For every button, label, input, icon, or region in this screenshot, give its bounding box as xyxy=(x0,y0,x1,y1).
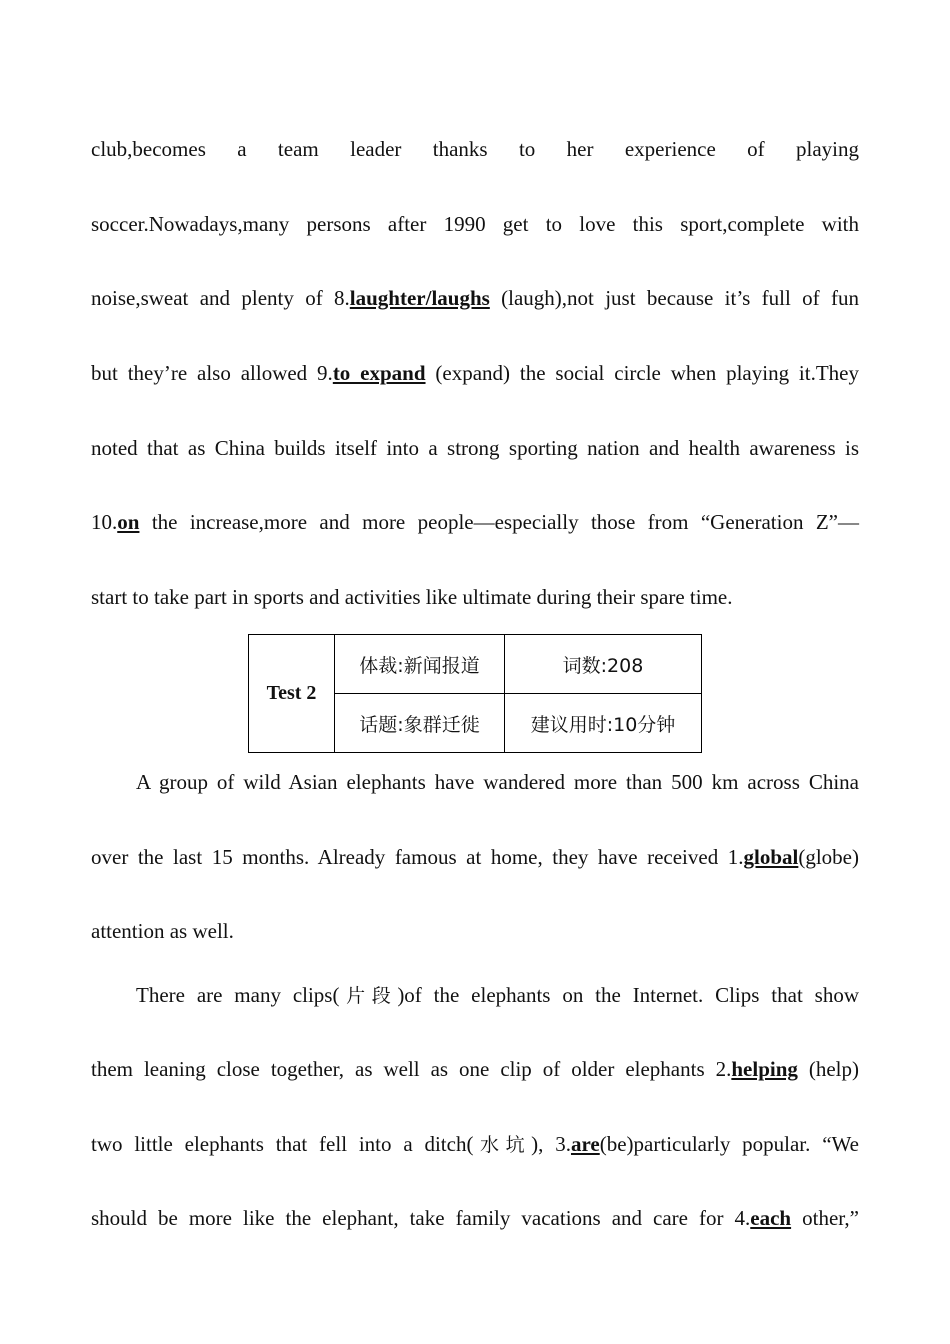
passage2-line-7 xyxy=(91,1203,859,1233)
text-segment: over the last 15 months. Already famous at home, they have received 1. xyxy=(91,845,744,869)
passage1-line-4 xyxy=(91,358,859,388)
text-segment: (globe) xyxy=(798,845,859,869)
passage2-line-3: attention as well. xyxy=(91,919,234,943)
word-count-cell: 词数:208 xyxy=(505,635,702,694)
topic-cell: 话题:象群迁徙 xyxy=(335,694,505,753)
text-segment: them leaning close together, as well as one clip of older elephants 2. xyxy=(91,1057,732,1081)
text-segment: but they’re also allowed 9. xyxy=(91,361,333,385)
text-segment: There are many clips( xyxy=(136,983,340,1007)
text-segment: 10. xyxy=(91,510,118,534)
passage1-line-2: soccer.Nowadays,many persons after 1990 get to love this sport,complete with xyxy=(91,212,859,236)
answer-4: each xyxy=(750,1206,792,1230)
passage1-line-7: start to take part in sports and activities like ultimate during their spare time. xyxy=(91,585,733,609)
cjk-gloss: 水坑 xyxy=(473,1134,532,1156)
passage1-line-3 xyxy=(91,283,859,313)
cjk-gloss: 片段 xyxy=(339,985,398,1007)
answer-2: helping xyxy=(731,1057,798,1081)
test-label: Test 2 xyxy=(249,635,335,753)
time-cell: 建议用时:10分钟 xyxy=(505,694,702,753)
text-segment: )of the elephants on the Internet. Clips that show xyxy=(397,983,859,1007)
text-segment: (be)particularly popular. “We xyxy=(599,1132,859,1156)
genre-cell: 体裁:新闻报道 xyxy=(335,635,505,694)
answer-8: laughter/laughs xyxy=(349,286,490,310)
text-segment: (expand) the social circle when playing it.They xyxy=(425,361,859,385)
answer-10: on xyxy=(117,510,140,534)
test-info-table xyxy=(248,634,702,753)
answer-9: to expand xyxy=(332,361,426,385)
text-segment: ), 3. xyxy=(531,1132,571,1156)
passage1-line-1: club,becomes a team leader thanks to her experience of playing xyxy=(91,137,859,161)
passage1-line-5: noted that as China builds itself into a strong sporting nation and health awareness is xyxy=(91,436,859,460)
passage2-line-4 xyxy=(91,980,859,1010)
text-segment: the increase,more and more people—especially those from “Generation Z”— xyxy=(139,510,859,534)
text-segment: (laugh),not just because it’s full of fun xyxy=(489,286,859,310)
answer-1: global xyxy=(743,845,799,869)
text-segment: noise,sweat and plenty of 8. xyxy=(91,286,350,310)
passage1-line-6 xyxy=(91,507,859,537)
text-segment: two little elephants that fell into a ditch( xyxy=(91,1132,474,1156)
text-segment: (help) xyxy=(797,1057,859,1081)
passage2-line-2 xyxy=(91,842,859,872)
text-segment: other,” xyxy=(791,1206,859,1230)
passage2-line-5 xyxy=(91,1054,859,1084)
passage2-line-6 xyxy=(91,1129,859,1159)
passage2-line-1: A group of wild Asian elephants have wandered more than 500 km across China xyxy=(136,770,859,794)
text-segment: should be more like the elephant, take family vacations and care for 4. xyxy=(91,1206,751,1230)
answer-3: are xyxy=(570,1132,600,1156)
